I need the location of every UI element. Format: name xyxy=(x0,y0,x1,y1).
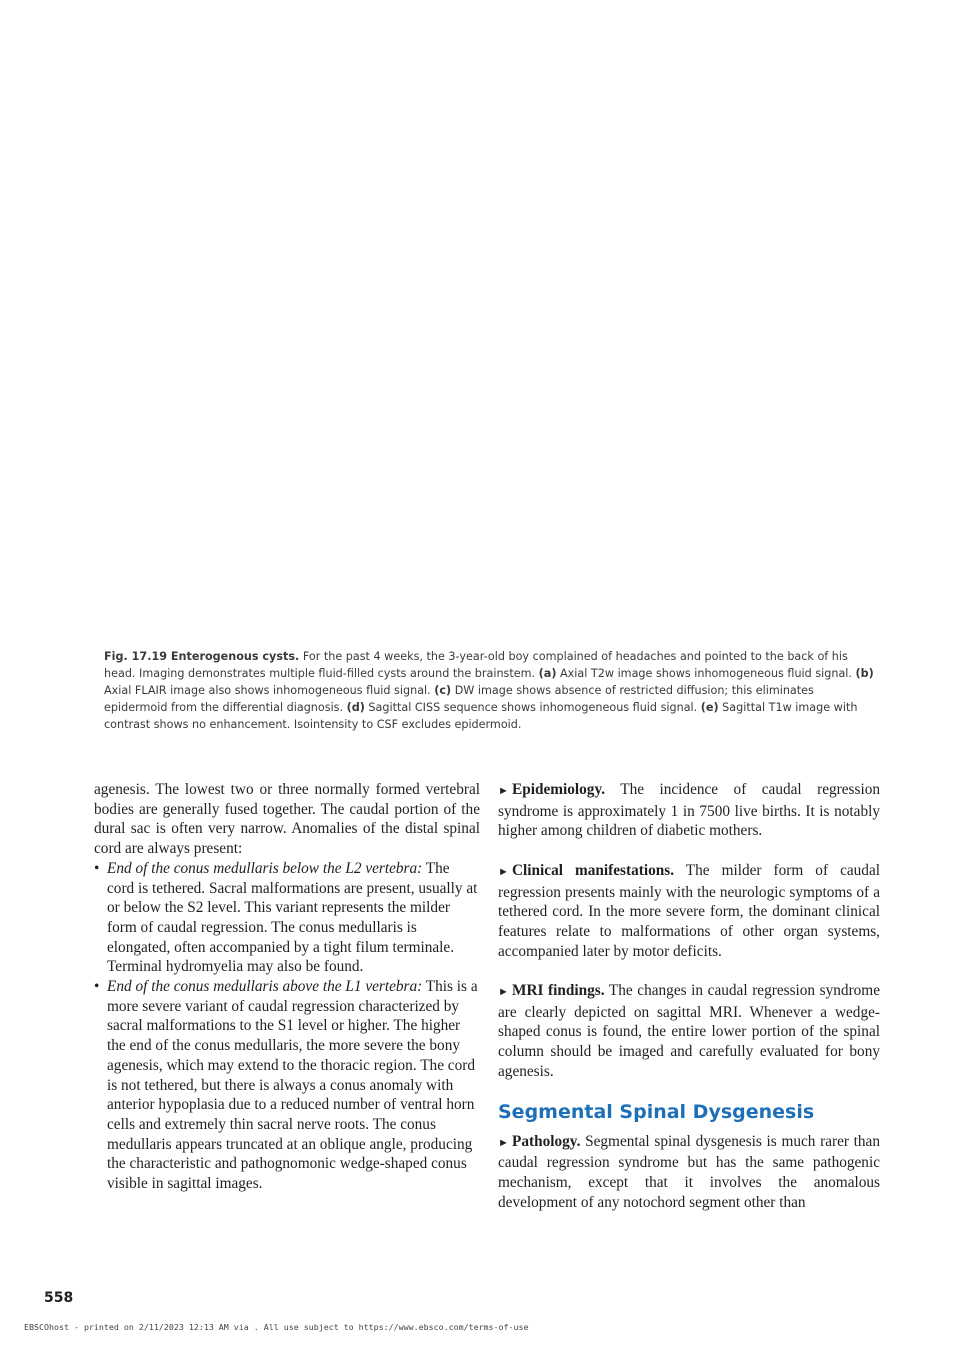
panel-e-label: (e) xyxy=(700,701,719,714)
epidemiology-section xyxy=(498,780,880,841)
intro-paragraph: agenesis. The lowest two or three normally formed vertebral bodies are generally fused together. The caudal portion of the dural sac is often very narrow. Anomalies of the distal spinal cord are always present: xyxy=(94,781,480,858)
section-title: Epidemiology. xyxy=(512,781,606,798)
section-title: Clinical manifestations. xyxy=(512,861,675,879)
figure-label: Fig. 17.19 Enterogenous cysts. xyxy=(104,650,300,663)
section-text: The changes in caudal regression syndrome are clearly depicted on sagittal MRI. Whenever a wedge-shaped conus is found, the entire lower portion of the spinal column should be imaged and carefully evaluated for bony agenesis. xyxy=(498,982,880,1080)
figure-caption xyxy=(104,648,876,733)
panel-d-text: Sagittal CISS sequence shows inhomogeneous fluid signal. xyxy=(364,701,701,714)
bullet-icon: • xyxy=(94,859,100,877)
right-column xyxy=(498,780,880,1212)
list-item xyxy=(94,859,480,977)
arrow-icon: ► xyxy=(498,785,509,797)
footer-notice: EBSCOhost - printed on 2/11/2023 12:13 AM via . All use subject to https://www.ebsco.com/terms-of-use xyxy=(24,1322,529,1332)
panel-a-label: (a) xyxy=(538,667,557,680)
clinical-section xyxy=(498,861,880,962)
bullet-icon: • xyxy=(94,978,100,996)
section-title: Pathology. xyxy=(512,1132,581,1150)
panel-d-label: (d) xyxy=(346,701,365,714)
arrow-icon: ► xyxy=(498,1136,509,1149)
arrow-icon: ► xyxy=(498,865,509,878)
section-text: The incidence of caudal regression syndrome is approximately 1 in 7500 live births. It is notably higher among children of diabetic mothers. xyxy=(498,781,880,840)
bullet-text: The cord is tethered. Sacral malformations are present, usually at or below the S2 level. This variant represents the milder form of caudal regression. The conus medullaris is elongated, often accompanied by a tight filum terminale. Terminal hydromyelia may also be found. xyxy=(107,859,478,976)
bullet-title: End of the conus medullaris above the L1 vertebra: xyxy=(107,978,423,996)
section-text: The milder form of caudal regression presents mainly with the neurologic symptoms of a tethered cord. In the more severe form, the dominant clinical features relate to malformations of other organ systems, accompanied later by motor deficits. xyxy=(498,861,880,960)
left-column xyxy=(94,780,480,1194)
list-item xyxy=(94,977,480,1194)
panel-c-label: (c) xyxy=(434,684,452,697)
panel-c-text: DW image shows absence of restricted diffusion; this eliminates epidermoid from the differential diagnosis. xyxy=(104,684,814,714)
panel-a-text: Axial T2w image shows inhomogeneous fluid signal. xyxy=(556,667,856,680)
caption-intro: For the past 4 weeks, the 3-year-old boy complained of headaches and pointed to the back of his head. Imaging demonstrates multiple fluid-filled cysts around the brainstem. xyxy=(104,650,848,680)
pathology-section xyxy=(498,1132,880,1213)
arrow-icon: ► xyxy=(498,986,509,998)
section-text: Segmental spinal dysgenesis is much rarer than caudal regression syndrome but has the same pathogenic mechanism, except that it involves the anomalous development of any notochord segment other than xyxy=(498,1132,880,1211)
page-number: 558 xyxy=(44,1290,74,1306)
mri-section xyxy=(498,981,880,1082)
panel-b-text: Axial FLAIR image also shows inhomogeneous fluid signal. xyxy=(104,684,435,697)
panel-e-text: Sagittal T1w image with contrast shows no enhancement. Isointensity to CSF excludes epidermoid. xyxy=(104,701,858,731)
section-heading: Segmental Spinal Dysgenesis xyxy=(498,1100,815,1123)
section-title: MRI findings. xyxy=(512,982,605,999)
bullet-list xyxy=(94,859,480,1194)
bullet-text: This is a more severe variant of caudal regression characterized by sacral malformations to the S1 level or higher. The higher the end of the conus medullaris, the more severe the bony agenesis, which may extend to the thoracic region. The cord is not tethered, but there is always a conus anomaly with anterior hypoplasia due to a reduced number of ventral horn cells and extremely thin sacral nerve roots. The conus medullaris appears truncated at an oblique angle, producing the characteristic and pathognomonic wedge-shaped conus visible in sagittal images. xyxy=(107,978,478,1193)
bullet-title: End of the conus medullaris below the L2 vertebra: xyxy=(107,859,423,877)
panel-b-label: (b) xyxy=(855,667,874,680)
